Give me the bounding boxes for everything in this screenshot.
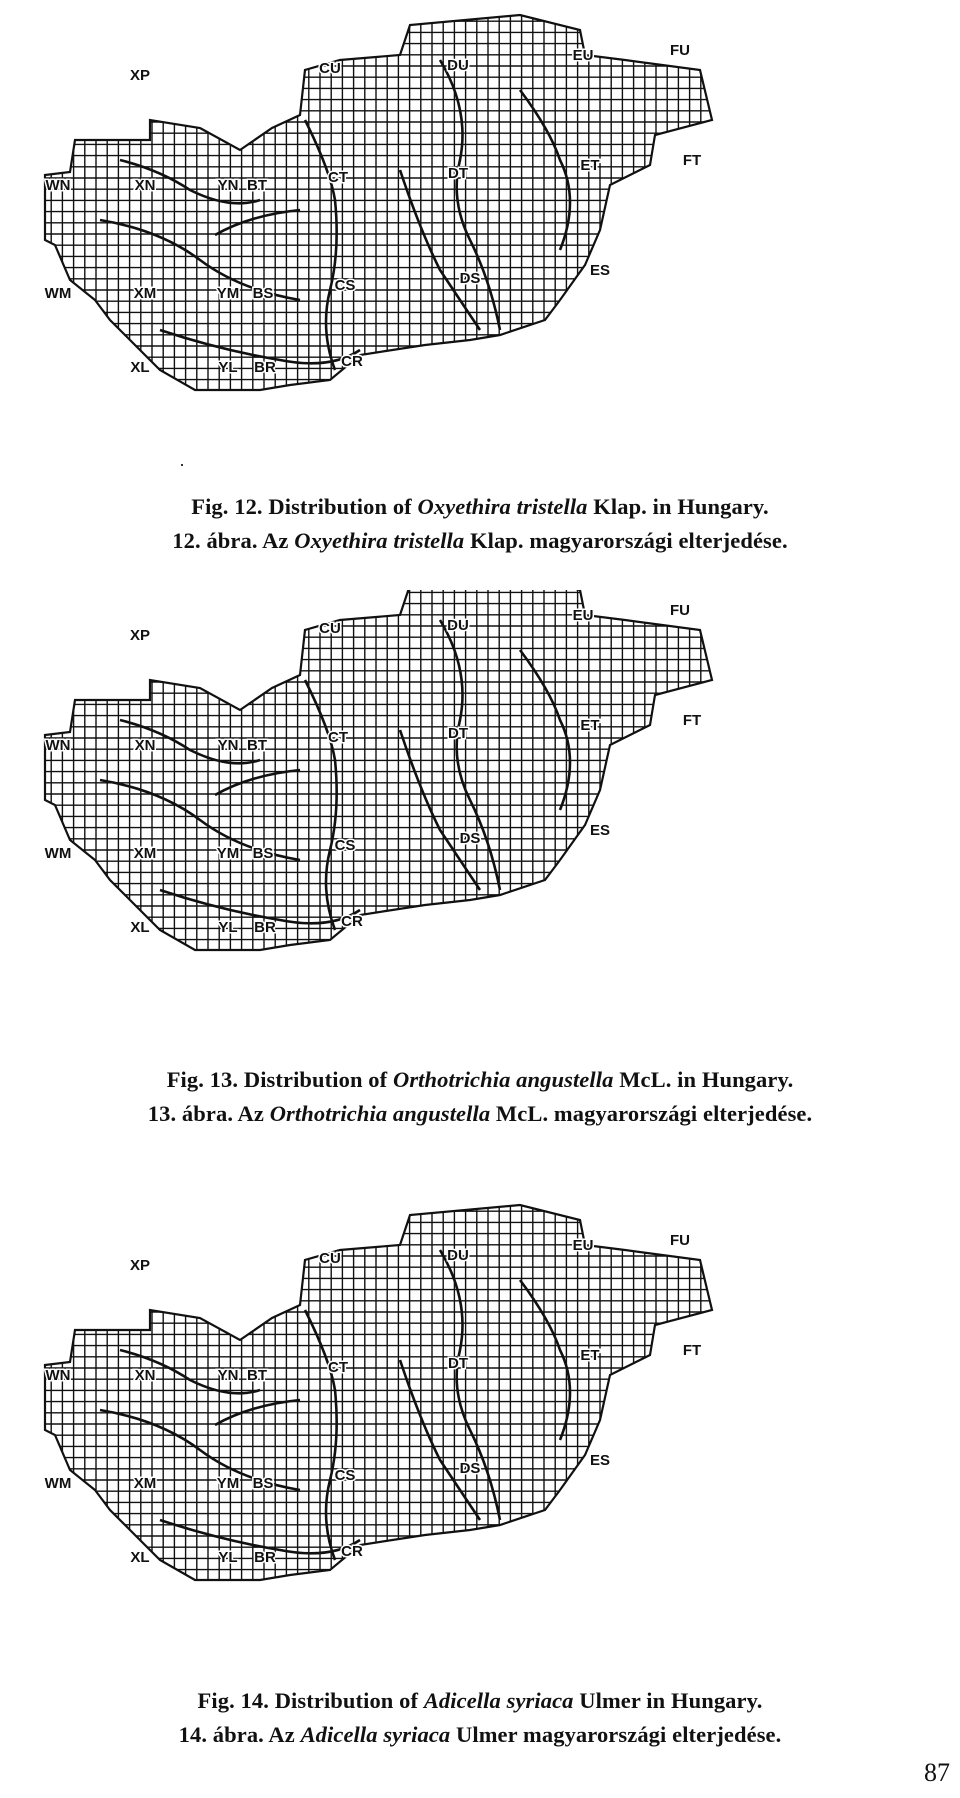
region-label-ds: DS [459,270,481,287]
region-label-bt: BT [247,737,267,754]
region-label-ct: CT [328,1359,348,1376]
region-label-du: DU [447,57,469,74]
figure-caption-fig13 [0,1063,960,1131]
figure-caption-fig14 [0,1684,960,1752]
region-label-xm: XM [133,285,157,302]
region-label-ym: YM [216,285,240,302]
region-label-ct: CT [328,729,348,746]
region-label-cr: CR [341,913,363,930]
stray-mark [181,464,183,466]
region-label-ft: FT [682,712,702,729]
region-label-xm: XM [133,1475,157,1492]
caption-english: Fig. 12. Distribution of Oxyethira tristella Klap. in Hungary. [191,494,769,519]
caption-hungarian: 14. ábra. Az Adicella syriaca Ulmer magyarországi elterjedése. [178,1722,782,1747]
region-label-et: ET [580,157,600,174]
region-label-cs: CS [334,837,356,854]
region-label-xl: XL [130,1549,150,1566]
region-label-wm: WM [44,845,72,862]
region-label-wm: WM [44,1475,72,1492]
country-border [45,590,712,950]
distribution-map-fig12 [0,0,960,460]
region-label-br: BR [254,359,276,376]
region-label-bt: BT [247,1367,267,1384]
region-label-yn: YN [217,737,239,754]
region-label-cs: CS [334,1467,356,1484]
region-label-ym: YM [216,1475,240,1492]
region-label-xp: XP [129,627,151,644]
region-label-fu: FU [670,42,690,59]
region-label-xn: XN [134,177,156,194]
region-label-eu: EU [572,47,594,64]
region-label-xn: XN [134,1367,156,1384]
region-label-wn: WN [45,737,71,754]
region-label-xl: XL [130,919,150,936]
region-label-bs: BS [252,285,274,302]
region-label-br: BR [254,919,276,936]
caption-english: Fig. 14. Distribution of Adicella syriaca Ulmer in Hungary. [197,1688,763,1713]
region-label-cr: CR [341,1543,363,1560]
region-label-cs: CS [334,277,356,294]
region-label-et: ET [580,1347,600,1364]
region-label-es: ES [589,262,611,279]
region-label-xl: XL [130,359,150,376]
region-label-du: DU [447,617,469,634]
caption-english: Fig. 13. Distribution of Orthotrichia angustella McL. in Hungary. [166,1067,794,1092]
region-label-yl: YL [218,919,238,936]
region-label-dt: DT [448,165,468,182]
region-label-xp: XP [129,67,151,84]
region-label-ym: YM [216,845,240,862]
region-label-ft: FT [682,152,702,169]
region-label-fu: FU [670,1232,690,1249]
region-label-wm: WM [44,285,72,302]
distribution-map-fig14 [0,1190,960,1650]
region-label-bs: BS [252,845,274,862]
region-label-xn: XN [134,737,156,754]
region-label-ds: DS [459,1460,481,1477]
caption-hungarian: 13. ábra. Az Orthotrichia angustella McL. magyarországi elterjedése. [147,1101,813,1126]
region-label-fu: FU [670,602,690,619]
region-label-eu: EU [572,1237,594,1254]
region-label-br: BR [254,1549,276,1566]
region-label-es: ES [589,1452,611,1469]
region-label-yn: YN [217,177,239,194]
region-label-es: ES [589,822,611,839]
region-label-xm: XM [133,845,157,862]
region-label-cu: CU [319,1250,341,1267]
region-label-yn: YN [217,1367,239,1384]
page-number: 87 [924,1758,950,1787]
utm-grid [40,590,720,960]
region-label-bt: BT [247,177,267,194]
region-label-ft: FT [682,1342,702,1359]
region-label-dt: DT [448,1355,468,1372]
region-label-eu: EU [572,607,594,624]
region-label-wn: WN [45,177,71,194]
region-label-xp: XP [129,1257,151,1274]
distribution-map-fig13 [0,590,960,1020]
region-label-et: ET [580,717,600,734]
region-label-yl: YL [218,359,238,376]
region-label-wn: WN [45,1367,71,1384]
region-label-cu: CU [319,60,341,77]
region-label-du: DU [447,1247,469,1264]
caption-hungarian: 12. ábra. Az Oxyethira tristella Klap. magyarországi elterjedése. [172,528,788,553]
region-label-cu: CU [319,620,341,637]
region-label-dt: DT [448,725,468,742]
region-label-yl: YL [218,1549,238,1566]
region-label-cr: CR [341,353,363,370]
region-label-bs: BS [252,1475,274,1492]
region-label-ct: CT [328,169,348,186]
figure-caption-fig12 [0,490,960,558]
region-label-ds: DS [459,830,481,847]
